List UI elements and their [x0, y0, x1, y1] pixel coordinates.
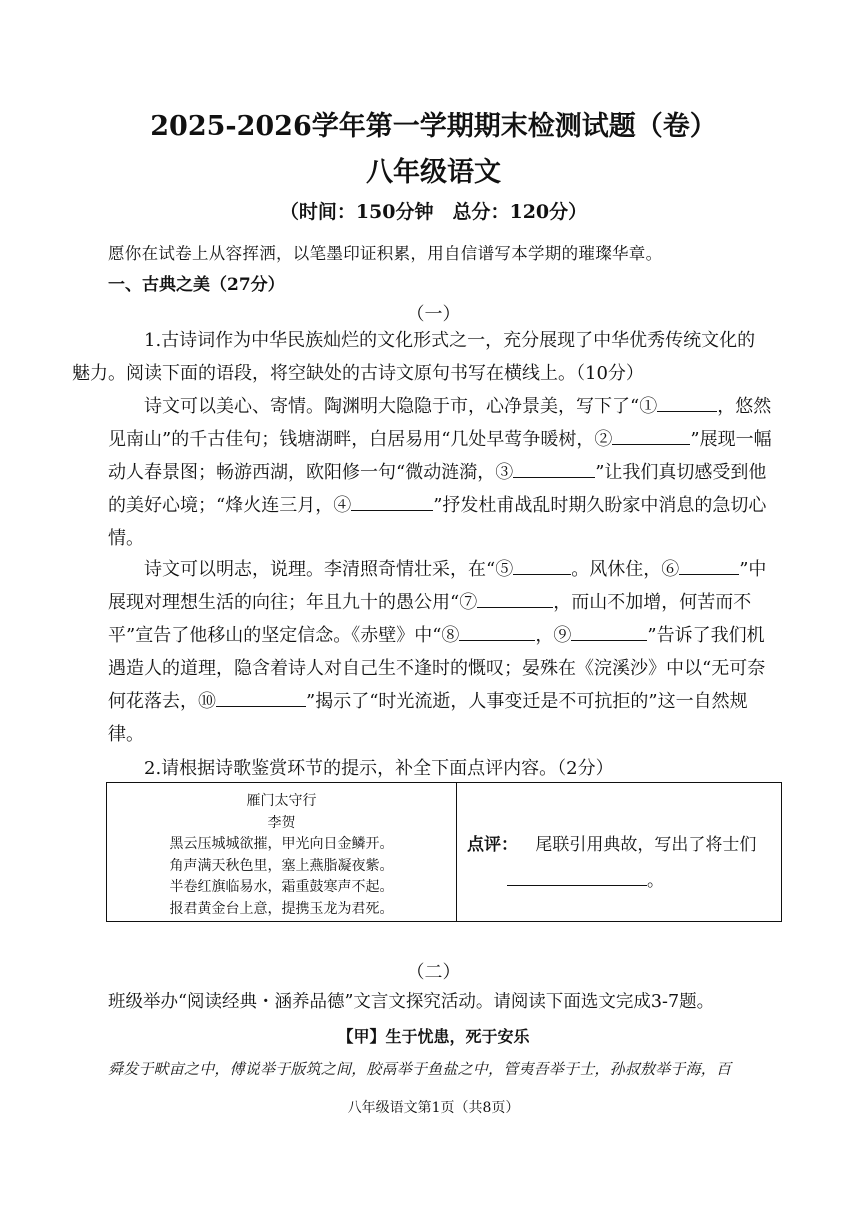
- p2-text-a: 诗文可以明志，说理。李清照奇情壮采，在“⑤: [144, 559, 514, 580]
- p2-text-e: ，⑨: [535, 625, 572, 646]
- poem-title: 雁门太守行: [246, 793, 317, 809]
- poem-author: 李贺: [267, 814, 296, 831]
- intro-text: 愿你在试卷上从容挥洒，以笔墨印证积累，用自信谱写本学期的璀璨华章。: [108, 244, 663, 263]
- blank-4[interactable]: [351, 492, 433, 511]
- q1-paragraph-1: [108, 390, 778, 555]
- p1-text-c: ”展现一幅动人春景图；畅游西湖，欧阳修一句“微动涟漪，③: [108, 429, 772, 483]
- section-heading: 一、古典之美（27分）: [108, 275, 285, 295]
- part-one-label: （一）: [406, 304, 461, 325]
- exam-title: 2025-2026学年第一学期期末检测试题（卷）: [150, 111, 717, 142]
- poem-line: 报君黄金台上意，提携玉龙为君死。: [169, 900, 394, 917]
- blank-6[interactable]: [679, 556, 739, 575]
- p2-text-f: ”告诉了我们机遇造人的道理，隐含着诗人对自己生不逢时的慨叹；晏殊在《浣溪沙》中以“无可奈何花落去，⑩: [108, 625, 766, 712]
- jia-title: 【甲】生于忧患，死于安乐: [337, 1027, 530, 1046]
- poem-line: 半卷红旗临易水，霜重鼓寒声不起。: [169, 879, 394, 895]
- comment-cell: [467, 827, 777, 899]
- page-footer: 八年级语文第1页（共8页）: [347, 1100, 520, 1116]
- q1-prompt: [72, 324, 778, 390]
- comment-label: 点评：: [467, 835, 518, 855]
- blank-3[interactable]: [513, 459, 595, 478]
- p2-text-d: ，而山不加增，何苦而不平”宣告了他移山的坚定信念。《赤壁》中“⑧: [108, 592, 752, 646]
- poem-line: 黑云压城城欲摧，甲光向日金鳞开。: [169, 836, 394, 852]
- poem-table: [106, 782, 782, 922]
- exam-subtitle: 八年级语文: [366, 157, 501, 188]
- part-two-label: （二）: [406, 962, 461, 983]
- part-two-intro: 班级举办“阅读经典・涵养品德”文言文探究活动。请阅读下面选文完成3-7题。: [108, 992, 715, 1012]
- q1-paragraph-2: [108, 553, 778, 751]
- poem-line: 角声满天秋色里，塞上燕脂凝夜紫。: [169, 857, 394, 874]
- p2-text-b: 。风休住，⑥: [571, 559, 680, 580]
- blank-9[interactable]: [571, 622, 647, 641]
- comment-blank[interactable]: [507, 867, 647, 886]
- blank-10[interactable]: [216, 688, 306, 707]
- p1-text-a: 诗文可以美心、寄情。陶渊明大隐隐于市，心净景美，写下了“①: [144, 396, 658, 417]
- time-info: （时间：150分钟 总分：120分）: [279, 201, 588, 223]
- p1-text-e: ”抒发杜甫战乱时期久盼家中消息的急切心情。: [108, 495, 767, 549]
- q2-prompt: 2.请根据诗歌鉴赏环节的提示，补全下面点评内容。（2分）: [144, 758, 614, 779]
- poem-cell: [107, 783, 457, 921]
- blank-2[interactable]: [612, 426, 690, 445]
- comment-end: 。: [647, 871, 664, 891]
- p2-text-c: ”中展现对理想生活的向往；年且九十的愚公用“⑦: [108, 559, 767, 613]
- q1-prompt-line1: 1.古诗词作为中华民族灿烂的文化形式之一，充分展现了中华优秀传统文化的: [144, 330, 756, 351]
- blank-7[interactable]: [477, 589, 553, 608]
- blank-5[interactable]: [513, 556, 571, 575]
- q1-prompt-line2: 魅力。阅读下面的语段，将空缺处的古诗文原句书写在横线上。（10分）: [72, 363, 644, 384]
- blank-1[interactable]: [657, 393, 717, 412]
- p2-text-g: ”揭示了“时光流逝，人事变迁是不可抗拒的”这一自然规律。: [108, 691, 748, 745]
- p1-text-b: ，悠然见南山”的千古佳句；钱塘湖畔，白居易用“几处早莺争暖树，②: [108, 396, 772, 450]
- classical-text: 舜发于畎亩之中，傅说举于版筑之间，胶鬲举于鱼盐之中，管夷吾举于士，孙叔敖举于海，百: [108, 1060, 732, 1078]
- p1-text-d: ”让我们真切感受到他的美好心境；“烽火连三月，④: [108, 462, 767, 516]
- blank-8[interactable]: [459, 622, 535, 641]
- comment-text: 尾联引用典故，写出了将士们: [535, 835, 757, 855]
